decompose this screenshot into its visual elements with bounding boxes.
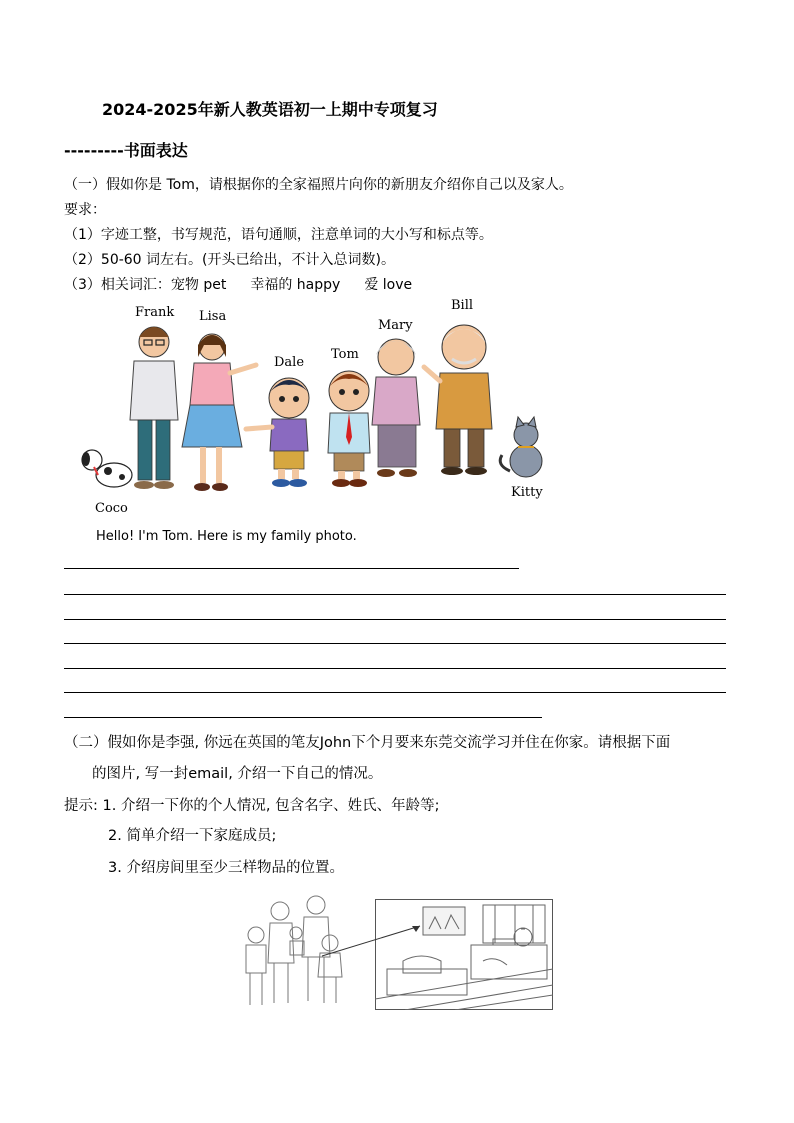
coco-dog — [82, 450, 132, 487]
requirement-3-love: 爱 love — [364, 277, 413, 293]
requirement-3-pet: （3）相关词汇：宠物 pet — [64, 277, 227, 293]
writing-line[interactable] — [64, 619, 726, 620]
label-lisa: Lisa — [199, 309, 227, 324]
mary-figure — [372, 339, 420, 477]
label-kitty: Kitty — [511, 485, 543, 500]
hint-1: 提示: 1. 介绍一下你的个人情况, 包含名字、姓氏、年龄等; — [64, 798, 440, 814]
writing-line[interactable] — [64, 594, 726, 595]
label-mary: Mary — [378, 318, 413, 333]
label-tom: Tom — [331, 347, 359, 362]
writing-line[interactable] — [64, 717, 542, 718]
label-bill: Bill — [451, 298, 474, 313]
lisa-figure — [182, 334, 256, 491]
requirement-3 — [64, 274, 412, 294]
bill-figure — [424, 325, 492, 475]
requirements-label: 要求： — [64, 202, 106, 218]
task2-prompt-line1: （二）假如你是李强, 你远在英国的笔友John下个月要来东莞交流学习并住在你家。请根据下面 — [64, 735, 671, 751]
writing-line[interactable] — [64, 568, 519, 569]
label-dale: Dale — [274, 355, 305, 370]
hint-2: 2. 简单介绍一下家庭成员; — [108, 828, 277, 844]
family-photo-svg — [78, 295, 558, 520]
tom-figure — [328, 371, 370, 487]
family-photo-illustration — [78, 295, 558, 520]
dale-figure — [246, 378, 309, 487]
kitty-cat — [500, 417, 542, 477]
task1-prompt: （一）假如你是 Tom，请根据你的全家福照片向你的新朋友介绍你自己以及家人。 — [64, 177, 573, 193]
connector-arrow — [320, 920, 430, 960]
requirement-1: （1）字迹工整，书写规范，语句通顺，注意单词的大小写和标点等。 — [64, 227, 493, 243]
requirement-2: （2）50-60 词左右。(开头已给出，不计入总词数)。 — [64, 252, 395, 268]
task2-prompt-line2: 的图片, 写一封email, 介绍一下自己的情况。 — [92, 766, 383, 782]
page-title: 2024-2025年新人教英语初一上期中专项复习 — [102, 100, 438, 119]
writing-line[interactable] — [64, 643, 726, 644]
hint-3: 3. 介绍房间里至少三样物品的位置。 — [108, 860, 344, 876]
label-frank: Frank — [135, 305, 175, 320]
opening-sentence: Hello! I'm Tom. Here is my family photo. — [96, 529, 357, 544]
label-coco: Coco — [95, 501, 128, 516]
writing-line[interactable] — [64, 668, 726, 669]
requirement-3-happy: 幸福的 happy — [250, 277, 341, 293]
writing-line[interactable] — [64, 692, 726, 693]
frank-figure — [130, 327, 178, 489]
section-heading: ---------书面表达 — [64, 141, 188, 160]
